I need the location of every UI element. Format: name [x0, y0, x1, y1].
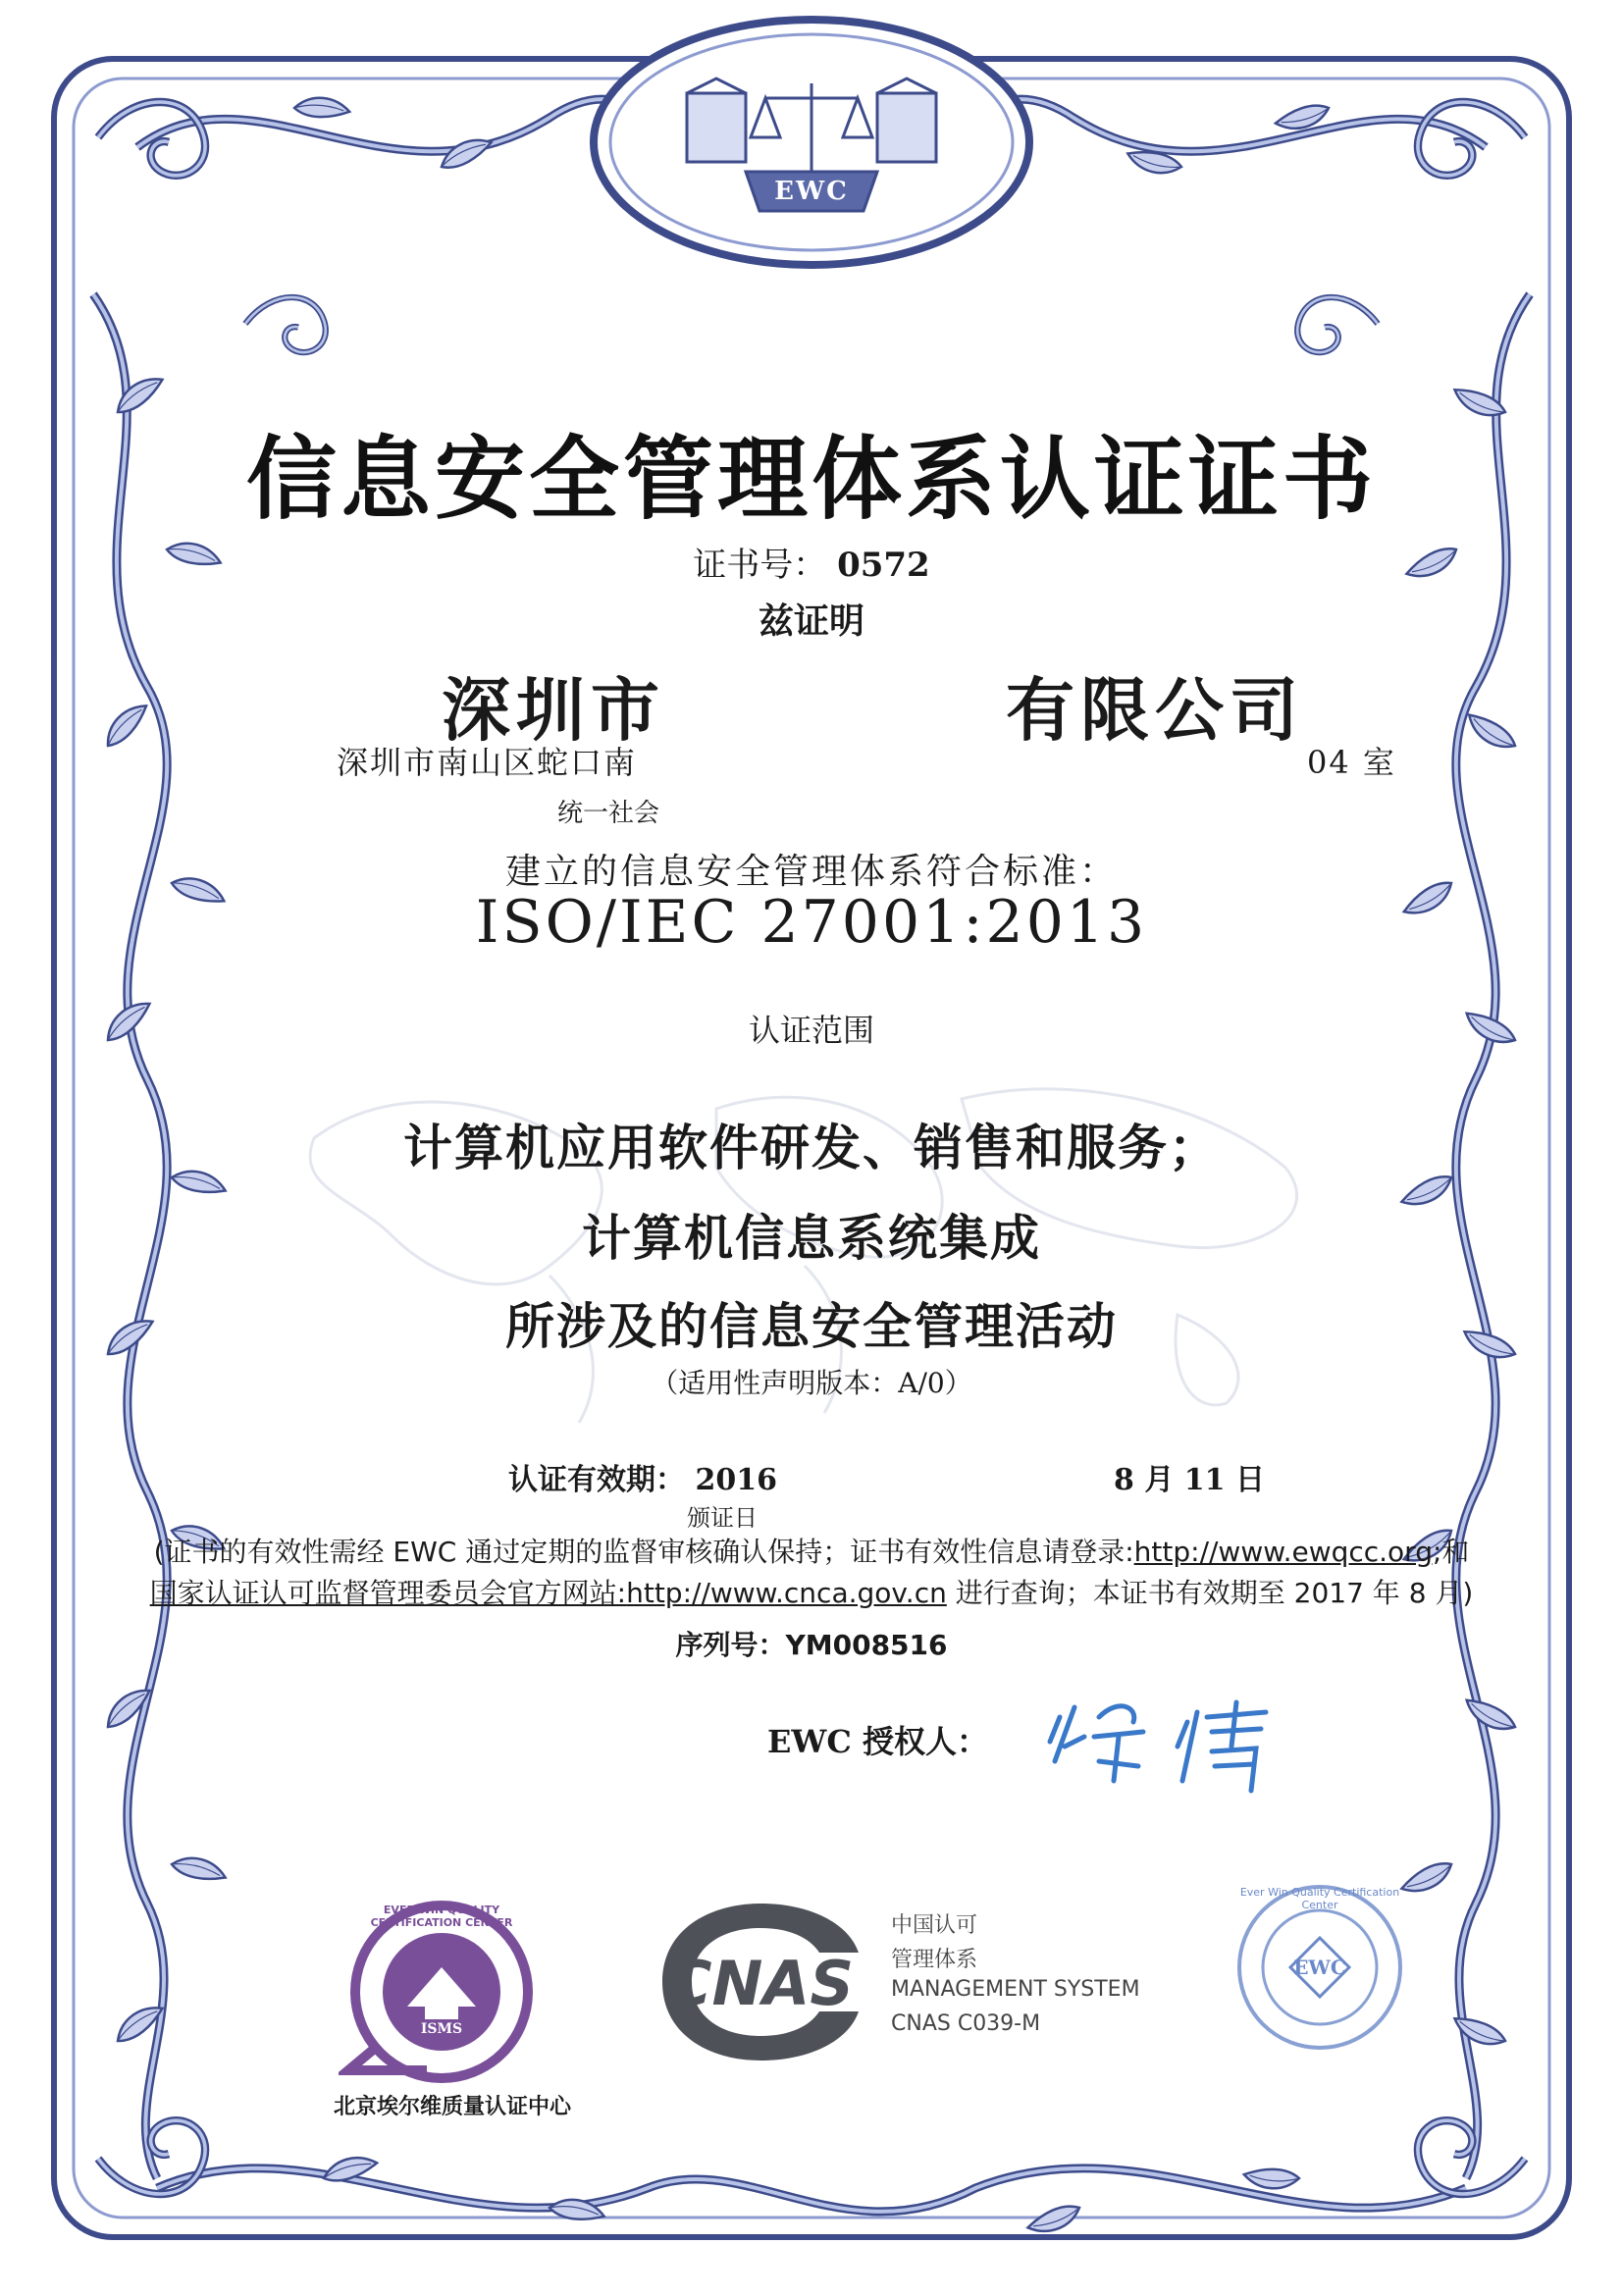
note-line-2-suffix: 进行查询；本证书有效期至 2017 年 8 月)	[946, 1577, 1474, 1609]
ewc-stamp-inner-text: EWC	[1293, 1956, 1346, 1979]
left-seal-text: EVER WIN QUALITY CERTIFICATION CENTER	[370, 1904, 513, 1929]
left-seal-inner-text: ISMS	[420, 2021, 463, 2037]
company-address-start: 深圳市南山区蛇口南	[337, 744, 638, 781]
cnas-line-3: MANAGEMENT SYSTEM	[891, 1977, 1140, 2002]
authorized-by-label: EWC 授权人：	[767, 1723, 988, 1760]
company-address-end: 04 室	[1307, 744, 1396, 781]
certificate-title: 信息安全管理体系认证证书	[245, 427, 1377, 532]
cnca-link[interactable]: http://www.cnca.gov.cn	[626, 1577, 947, 1609]
ewc-logo-label: EWC	[774, 177, 849, 206]
validity-note-line-1	[0, 1531, 1623, 1570]
validity-label: 认证有效期：	[508, 1463, 685, 1497]
cnas-logo-text: CNAS	[666, 1948, 855, 2019]
scope-line-1: 计算机应用软件研发、销售和服务；	[403, 1120, 1220, 1176]
ewc-emblem	[687, 78, 936, 172]
handwritten-signature	[1040, 1688, 1295, 1805]
validity-start	[508, 1455, 777, 1498]
note-line-1-text: (证书的有效性需经 EWC 通过定期的监督审核确认保持；证书有效性信息请登录:	[153, 1536, 1134, 1568]
cnas-line-1: 中国认可	[891, 1913, 978, 1938]
company-name-end: 有限公司	[1006, 669, 1304, 751]
issue-date-label: 颁证日	[687, 1504, 758, 1532]
cnas-line-4: CNAS C039-M	[891, 2011, 1041, 2036]
applicability-statement: （适用性声明版本：A/0）	[651, 1367, 972, 1399]
note-line-2-text: 国家认证认可监督管理委员会官方网站:	[149, 1577, 627, 1609]
hereby-certify: 兹证明	[758, 600, 864, 642]
validity-note-line-2	[0, 1572, 1623, 1611]
standard-name: ISO/IEC 27001:2013	[475, 888, 1148, 957]
certificate-number-label: 证书号：	[693, 546, 827, 585]
certificate-number	[0, 538, 1623, 586]
certificate-number-value: 0572	[837, 546, 930, 585]
credit-code-label: 统一社会	[557, 799, 660, 828]
company-name-start: 深圳市	[442, 669, 665, 751]
note-line-1-suffix: ;和	[1432, 1536, 1470, 1568]
serial-number: 序列号：YM008516	[675, 1629, 948, 1661]
ewqcc-link[interactable]: http://www.ewqcc.org	[1133, 1536, 1433, 1568]
scope-label: 认证范围	[748, 1012, 874, 1049]
scope-line-2: 计算机信息系统集成	[582, 1210, 1041, 1267]
issuer-name: 北京埃尔维质量认证中心	[334, 2094, 572, 2119]
validity-end: 8 月 11 日	[1114, 1463, 1265, 1497]
cnas-line-2: 管理体系	[891, 1948, 978, 1972]
scope-line-3: 所涉及的信息安全管理活动	[505, 1298, 1118, 1355]
ewc-stamp-outer-text: Ever Win Quality Certification Center	[1239, 1886, 1400, 1911]
validity-start-year: 2016	[695, 1463, 777, 1497]
established-statement: 建立的信息安全管理体系符合标准：	[504, 852, 1118, 892]
